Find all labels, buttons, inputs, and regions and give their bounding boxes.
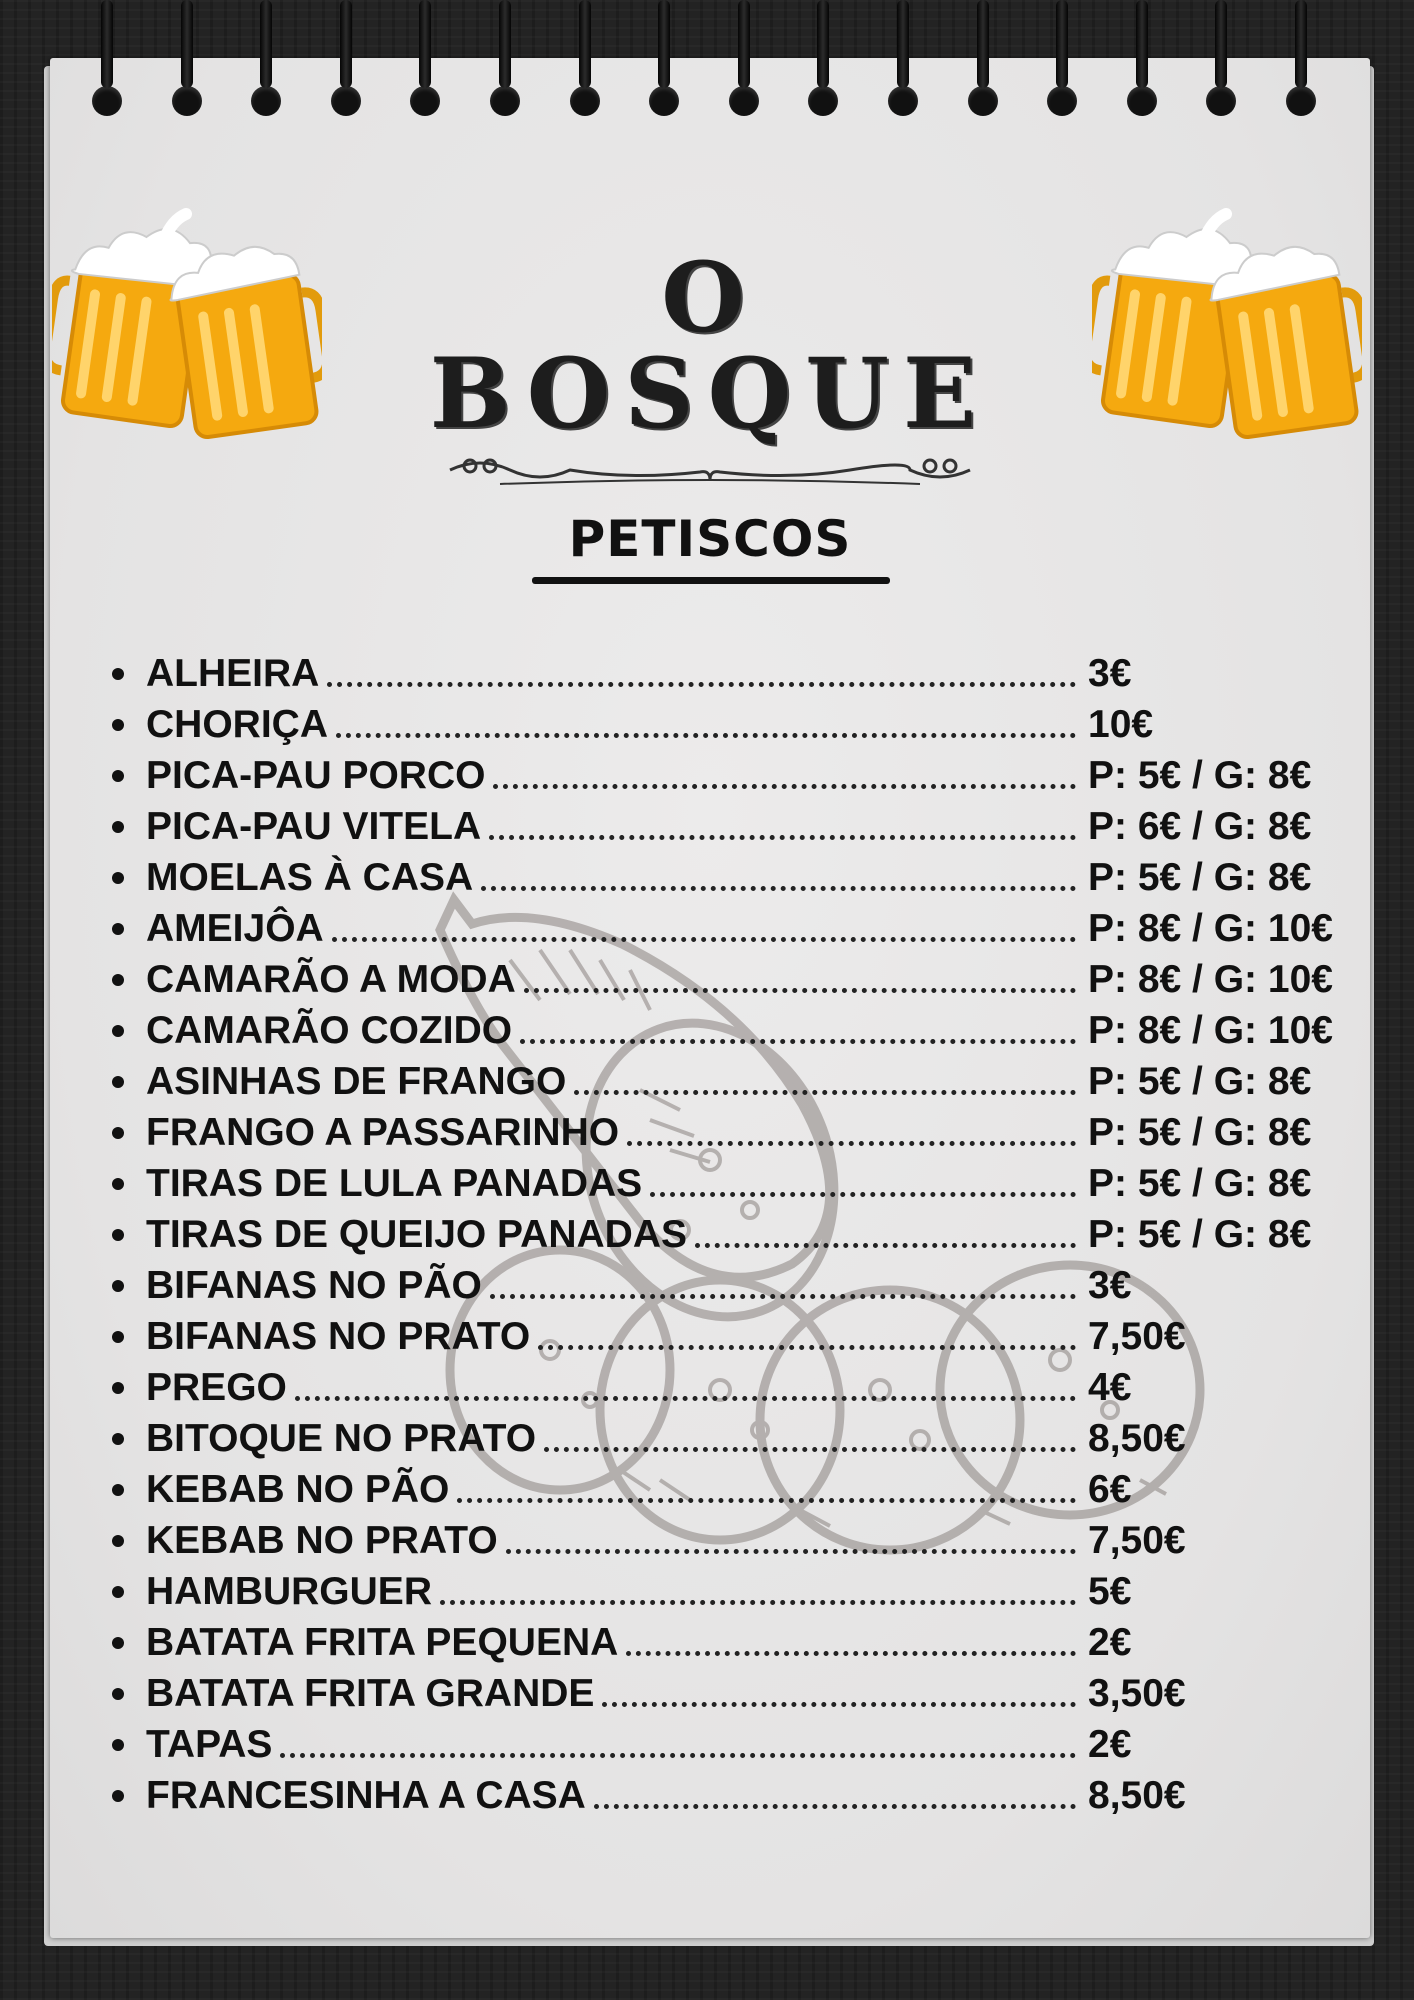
menu-item-price: 2€ — [1088, 1620, 1132, 1664]
menu-item-price: 5€ — [1088, 1569, 1132, 1613]
bullet-icon — [112, 1433, 124, 1445]
dot-leader — [524, 988, 1076, 993]
bullet-icon — [112, 668, 124, 680]
menu-item-name: BATATA FRITA PEQUENA — [146, 1620, 619, 1664]
menu-item-price: P: 5€ / G: 8€ — [1088, 855, 1312, 899]
menu-item — [108, 1464, 1348, 1515]
bullet-icon — [112, 1637, 124, 1649]
bullet-icon — [112, 719, 124, 731]
menu-item-name: BIFANAS NO PÃO — [146, 1263, 482, 1307]
section-underline — [532, 577, 890, 584]
menu-item-price: 8,50€ — [1088, 1416, 1186, 1460]
menu-item-name: KEBAB NO PÃO — [146, 1467, 450, 1511]
menu-item-price: 6€ — [1088, 1467, 1132, 1511]
bullet-icon — [112, 770, 124, 782]
bullet-icon — [112, 1178, 124, 1190]
bullet-icon — [112, 872, 124, 884]
dot-leader — [295, 1396, 1076, 1401]
menu-item-name: TIRAS DE QUEIJO PANADAS — [146, 1212, 688, 1256]
menu-item-price: P: 5€ / G: 8€ — [1088, 1110, 1312, 1154]
menu-item — [108, 1617, 1348, 1668]
menu-item-name: PICA-PAU VITELA — [146, 804, 482, 848]
menu-item — [108, 954, 1348, 1005]
bullet-icon — [112, 821, 124, 833]
bullet-icon — [112, 1127, 124, 1139]
menu-item-name: FRANGO A PASSARINHO — [146, 1110, 620, 1154]
dot-leader — [506, 1549, 1076, 1554]
dot-leader — [538, 1345, 1076, 1350]
menu-item — [108, 903, 1348, 954]
menu-item-name: AMEIJÔA — [146, 906, 324, 950]
bullet-icon — [112, 923, 124, 935]
menu-item-name: CAMARÃO COZIDO — [146, 1008, 513, 1052]
menu-item-price: 8,50€ — [1088, 1773, 1186, 1817]
menu-item — [108, 1056, 1348, 1107]
dot-leader — [457, 1498, 1076, 1503]
menu-item-price: P: 8€ / G: 10€ — [1088, 906, 1333, 950]
menu-item-name: CAMARÃO A MODA — [146, 957, 516, 1001]
flourish-icon — [430, 448, 990, 492]
bullet-icon — [112, 1739, 124, 1751]
menu-item — [108, 1413, 1348, 1464]
menu-item-name: TIRAS DE LULA PANADAS — [146, 1161, 643, 1205]
dot-leader — [440, 1600, 1076, 1605]
menu-item-name: TAPAS — [146, 1722, 273, 1766]
dot-leader — [332, 937, 1076, 942]
menu-item-price: P: 5€ / G: 8€ — [1088, 1212, 1312, 1256]
dot-leader — [650, 1192, 1076, 1197]
menu-item-name: MOELAS À CASA — [146, 855, 474, 899]
dot-leader — [602, 1702, 1076, 1707]
bullet-icon — [112, 1586, 124, 1598]
bullet-icon — [112, 1331, 124, 1343]
dot-leader — [481, 886, 1076, 891]
menu-item-price: P: 5€ / G: 8€ — [1088, 1059, 1312, 1103]
menu-item — [108, 1362, 1348, 1413]
menu-item — [108, 1260, 1348, 1311]
dot-leader — [627, 1141, 1076, 1146]
menu-item — [108, 1107, 1348, 1158]
menu-item — [108, 1668, 1348, 1719]
menu-item — [108, 1005, 1348, 1056]
menu-item-price: P: 8€ / G: 10€ — [1088, 1008, 1333, 1052]
dot-leader — [327, 682, 1076, 687]
dot-leader — [336, 733, 1076, 738]
bullet-icon — [112, 1229, 124, 1241]
dot-leader — [594, 1804, 1076, 1809]
beer-mugs-right-icon — [1092, 200, 1362, 440]
menu-item — [108, 1311, 1348, 1362]
dot-leader — [520, 1039, 1076, 1044]
dot-leader — [544, 1447, 1076, 1452]
dot-leader — [280, 1753, 1076, 1758]
menu-item-name: PREGO — [146, 1365, 287, 1409]
menu-item-price: 10€ — [1088, 702, 1154, 746]
menu-item — [108, 852, 1348, 903]
menu-item — [108, 801, 1348, 852]
menu-item-price: 3€ — [1088, 651, 1132, 695]
menu-item-price: P: 5€ / G: 8€ — [1088, 1161, 1312, 1205]
menu-item-name: FRANCESINHA A CASA — [146, 1773, 586, 1817]
bullet-icon — [112, 1280, 124, 1292]
menu-item-price: 4€ — [1088, 1365, 1132, 1409]
menu-item — [108, 648, 1348, 699]
restaurant-title: O BOSQUE — [429, 241, 991, 450]
bullet-icon — [112, 1382, 124, 1394]
bullet-icon — [112, 1688, 124, 1700]
menu-item-name: KEBAB NO PRATO — [146, 1518, 498, 1562]
dot-leader — [490, 1294, 1076, 1299]
menu-item-price: 7,50€ — [1088, 1314, 1186, 1358]
menu-item-name: ASINHAS DE FRANGO — [146, 1059, 567, 1103]
menu-item — [108, 1719, 1348, 1770]
menu-item — [108, 1566, 1348, 1617]
menu-item-price: P: 8€ / G: 10€ — [1088, 957, 1333, 1001]
menu-item — [108, 1158, 1348, 1209]
dot-leader — [695, 1243, 1076, 1248]
dot-leader — [493, 784, 1076, 789]
dot-leader — [574, 1090, 1076, 1095]
menu-item-name: ALHEIRA — [146, 651, 320, 695]
beer-mugs-left-icon — [52, 200, 322, 440]
menu-item — [108, 750, 1348, 801]
section-title: PETISCOS — [568, 510, 852, 568]
menu-item — [108, 1770, 1348, 1821]
menu-item-price: 2€ — [1088, 1722, 1132, 1766]
dot-leader — [489, 835, 1076, 840]
menu-item-price: P: 6€ / G: 8€ — [1088, 804, 1312, 848]
menu-item-name: BATATA FRITA GRANDE — [146, 1671, 595, 1715]
menu-item — [108, 1515, 1348, 1566]
bullet-icon — [112, 1076, 124, 1088]
menu-item — [108, 699, 1348, 750]
bullet-icon — [112, 1484, 124, 1496]
bullet-icon — [112, 1790, 124, 1802]
bullet-icon — [112, 974, 124, 986]
menu-item-price: 7,50€ — [1088, 1518, 1186, 1562]
header — [380, 241, 1040, 492]
dot-leader — [626, 1651, 1076, 1656]
menu-item-name: PICA-PAU PORCO — [146, 753, 486, 797]
menu-item-name: CHORIÇA — [146, 702, 328, 746]
bullet-icon — [112, 1535, 124, 1547]
menu-item-name: HAMBURGUER — [146, 1569, 432, 1613]
menu-item — [108, 1209, 1348, 1260]
menu-item-name: BITOQUE NO PRATO — [146, 1416, 537, 1460]
menu-item-price: 3€ — [1088, 1263, 1132, 1307]
menu-item-price: 3,50€ — [1088, 1671, 1186, 1715]
menu-item-name: BIFANAS NO PRATO — [146, 1314, 531, 1358]
menu-list — [108, 648, 1348, 1821]
menu-item-price: P: 5€ / G: 8€ — [1088, 753, 1312, 797]
bullet-icon — [112, 1025, 124, 1037]
